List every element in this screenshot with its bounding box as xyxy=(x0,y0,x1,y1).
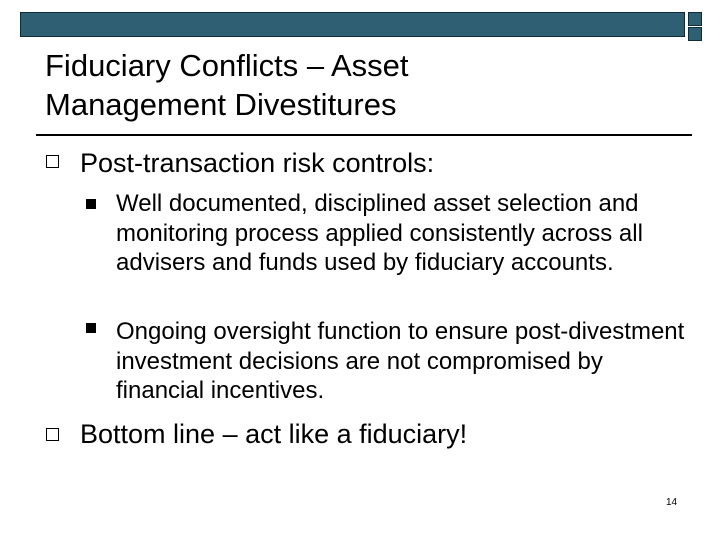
page-number: 14 xyxy=(666,497,678,508)
slide-title xyxy=(45,46,665,124)
bullet-text: Bottom line – act like a fiduciary! xyxy=(80,419,468,449)
filled-square-bullet-icon xyxy=(86,323,96,333)
header-bar xyxy=(20,12,685,37)
filled-square-bullet-icon xyxy=(86,199,96,209)
bullet-text: Post-transaction risk controls: xyxy=(80,148,435,178)
sub-bullet-text: Well documented, disciplined asset selection and monitoring process applied consistently across all advisers and funds used by fiduciary accounts. xyxy=(116,190,643,276)
title-divider xyxy=(36,134,692,136)
title-line-2: Management Divestitures xyxy=(45,87,397,122)
title-line-1: Fiduciary Conflicts – Asset xyxy=(45,48,409,83)
sub-bullet-text: Ongoing oversight function to ensure post-divestment investment decisions are not compromised by financial incentives. xyxy=(116,318,685,404)
header-corner-square xyxy=(688,27,702,41)
header-corner-square xyxy=(688,12,702,26)
hollow-square-bullet-icon xyxy=(46,155,59,168)
hollow-square-bullet-icon xyxy=(46,428,59,441)
